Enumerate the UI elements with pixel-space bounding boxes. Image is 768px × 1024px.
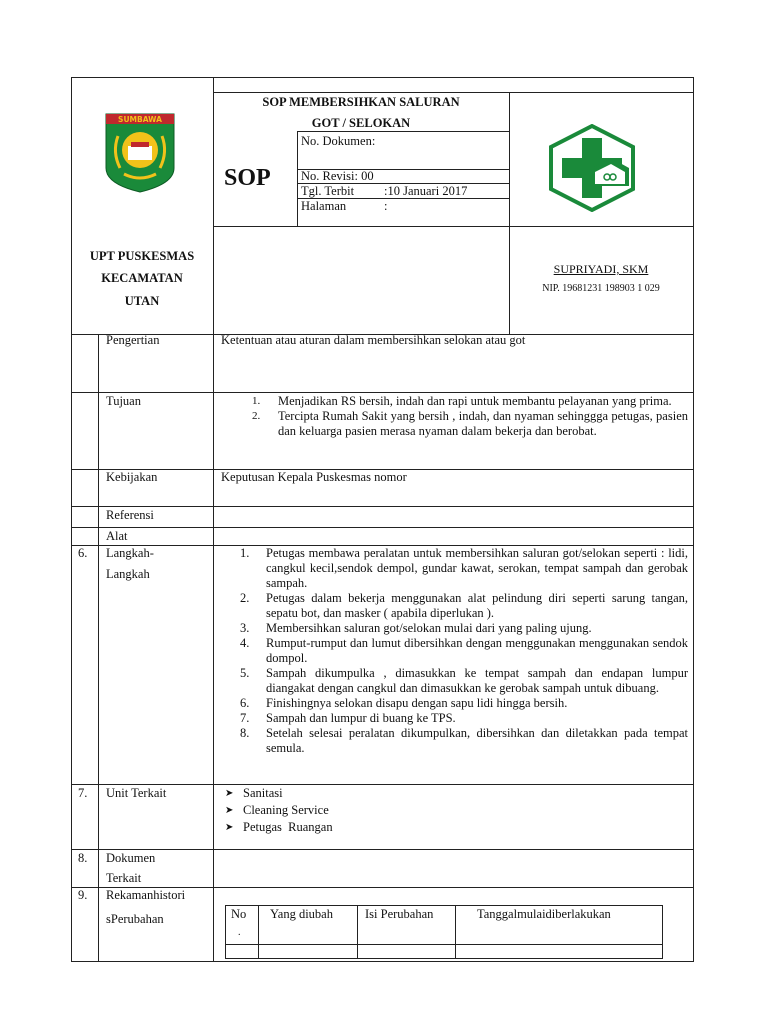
list-item: 2. Petugas dalam bekerja menggunakan alat pelindung diri seperti sarung tangan, sepatu bot, dan masker ( apabila diperlukan ). — [240, 591, 688, 620]
history-header-no-dot: . — [238, 927, 241, 938]
puskesmas-logo — [549, 124, 635, 212]
history-header-content: Isi Perubahan — [365, 907, 434, 921]
org-name-line1: UPT PUSKESMAS — [89, 249, 195, 263]
signer-name: SUPRIYADI, SKM — [553, 262, 649, 276]
pengertian-label: Pengertian — [106, 333, 160, 347]
pengertian-text: Ketentuan atau aturan dalam membersihkan selokan atau got — [221, 333, 526, 347]
unit-number: 7. — [78, 786, 88, 800]
referensi-label: Referensi — [106, 508, 154, 522]
list-item: 2. Tercipta Rumah Sakit yang bersih , indah, dan nyaman sehinggga petugas, pasien dan keluarga pasien merasa nyaman dalam bekerja dan berobat. — [252, 409, 688, 438]
langkah-label-line1: Langkah- — [106, 546, 154, 560]
doc-page-label: Halaman — [301, 199, 347, 213]
list-item: 4. Rumput-rumput dan lumut dibersihkan dengan menggunakan menggunakan sendok dompol. — [240, 636, 688, 665]
langkah-list — [240, 546, 688, 756]
tujuan-label: Tujuan — [106, 394, 141, 408]
langkah-number: 6. — [78, 546, 88, 560]
rekaman-label-line2: sPerubahan — [106, 912, 164, 926]
rekaman-number: 9. — [78, 888, 88, 902]
dokumen-label-line1: Dokumen — [106, 851, 156, 865]
list-item: ➤ Sanitasi — [225, 786, 283, 800]
list-item: ➤ Cleaning Service — [225, 803, 329, 817]
history-header-changed: Yang diubah — [270, 907, 333, 921]
dokumen-number: 8. — [78, 851, 88, 865]
list-item: 5. Sampah dikumpulka , dimasukkan ke tempat sampah dan endapan lumpur diangakat dengan cangkul dan dimasukkan ke gerobak sampah untuk dibuang. — [240, 666, 688, 695]
arrow-bullet-icon: ➤ — [225, 788, 234, 799]
history-header-date: Tanggalmulaidiberlakukan — [477, 907, 611, 921]
alat-label: Alat — [106, 529, 128, 543]
kebijakan-label: Kebijakan — [106, 470, 158, 484]
rekaman-label-line1: Rekamanhistori — [106, 888, 186, 902]
sop-title-line1: SOP MEMBERSIHKAN SALURAN — [262, 95, 460, 109]
langkah-label-line2: Langkah — [106, 567, 150, 581]
sumbawa-emblem — [104, 112, 176, 194]
doc-issued-label: Tgl. Terbit — [301, 184, 355, 198]
unit-label: Unit Terkait — [106, 786, 167, 800]
doc-page-value: : — [384, 199, 388, 213]
doc-issued-value: :10 Januari 2017 — [384, 184, 468, 198]
arrow-bullet-icon: ➤ — [225, 822, 234, 833]
doc-number-label: No. Dokumen: — [301, 134, 376, 148]
org-name-line3: UTAN — [124, 294, 160, 308]
unit-list — [219, 785, 519, 836]
list-item: 3. Membersihkan saluran got/selokan mulai dari yang paling ujung. — [240, 621, 592, 635]
list-item: 8. Setelah selesai peralatan dikumpulkan, dibersihkan dan diletakkan pada tempat semula. — [240, 726, 688, 755]
kebijakan-text: Keputusan Kepala Puskesmas nomor — [221, 470, 407, 484]
list-item: 1. Menjadikan RS bersih, indah dan rapi untuk membantu pelayanan yang prima. — [252, 394, 672, 408]
list-item: 6. Finishingnya selokan disapu dengan sapu lidi hingga bersih. — [240, 696, 568, 710]
tujuan-list — [252, 394, 688, 439]
org-name-line2: KECAMATAN — [101, 271, 183, 285]
sop-title-line2: GOT / SELOKAN — [311, 116, 411, 130]
arrow-bullet-icon: ➤ — [225, 805, 234, 816]
list-item: ➤ Petugas Ruangan — [225, 820, 333, 834]
history-header-no: No — [231, 907, 247, 921]
sop-label: SOP — [224, 165, 271, 191]
list-item: 1. Petugas membawa peralatan untuk membersihkan saluran got/selokan seperti : lidi, cangkul kecil,sendok dempol, gundar kawat, serokan, tempat sampah dan gerobak sampah. — [240, 546, 688, 590]
emblem-lettering: SUMBAWA — [118, 115, 162, 124]
doc-revision-label: No. Revisi: 00 — [301, 169, 374, 183]
list-item: 7. Sampah dan lumpur di buang ke TPS. — [240, 711, 456, 725]
signer-nip: NIP. 19681231 198903 1 029 — [542, 283, 660, 294]
dokumen-label-line2: Terkait — [106, 871, 142, 885]
